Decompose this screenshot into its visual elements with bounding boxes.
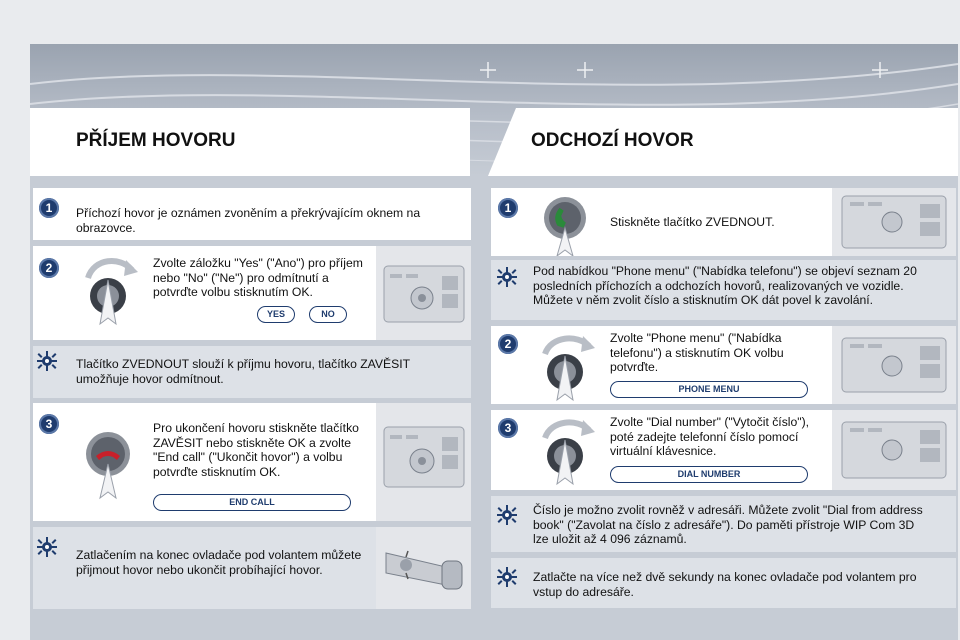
step-badge: 2 <box>498 334 518 354</box>
left-step1-text: Příchozí hovor je oznámen zvoněním a překrývajícím oknem na obrazovce. <box>76 206 421 235</box>
hangup-phone-icon <box>80 420 140 505</box>
right-step3-text: Zvolte "Dial number" ("Vytočit číslo"), poté zadejte telefonní číslo pomocí virtuální klávesnice. <box>610 415 810 458</box>
right-tip2-text: Číslo je možno zvolit rovněž v adresáři. Můžete zvolit "Dial from address book" ("Zavolat na číslo z adresáře"). Do paměti přístroje WIP Com 3D lze uložit až 4 096 záznamů. <box>533 503 923 546</box>
radio-unit-icon <box>832 326 956 404</box>
knob-icon <box>80 250 140 335</box>
right-step2-text: Zvolte "Phone menu" ("Nabídka telefonu") a stisknutím OK volbu potvrďte. <box>610 331 784 374</box>
step-badge: 2 <box>39 258 59 278</box>
radio-unit-icon <box>376 246 471 340</box>
phone-menu-button[interactable]: PHONE MENU <box>610 381 808 398</box>
radio-unit-icon <box>376 403 471 521</box>
knob-icon <box>537 330 597 407</box>
gear-icon <box>36 536 58 558</box>
radio-unit-icon <box>832 188 956 256</box>
step-badge: 1 <box>39 198 59 218</box>
knob-icon <box>537 414 597 491</box>
left-step3-text: Pro ukončení hovoru stiskněte tlačítko ZAVĚSIT nebo stiskněte OK a zvolte "End call" ("Ukončit hovor") a volbu potvrďte stisknutím OK. <box>153 421 359 479</box>
right-page-title: ODCHOZÍ HOVOR <box>531 130 694 151</box>
steering-stalk-icon <box>376 527 471 609</box>
yes-button[interactable]: YES <box>257 306 295 323</box>
gear-icon <box>496 566 518 588</box>
gear-icon <box>496 266 518 288</box>
left-tip2-text: Zatlačením na konec ovladače pod volantem můžete přijmout hovor nebo ukončit probíhající hovor. <box>76 548 362 577</box>
right-tip1-text: Pod nabídkou "Phone menu" ("Nabídka telefonu") se objeví seznam 20 posledních příchozích a odchozích hovorů, realizovaných ve vozidle. Můžete v něm zvolit číslo a stisknutím OK dát povel k zavolání. <box>533 264 917 307</box>
left-page-title: PŘÍJEM HOVORU <box>76 130 236 151</box>
left-tip1-text: Tlačítko ZVEDNOUT slouží k příjmu hovoru, tlačítko ZAVĚSIT umožňuje hovor odmítnout. <box>76 357 410 386</box>
no-button[interactable]: NO <box>309 306 347 323</box>
gear-icon <box>36 350 58 372</box>
dial-number-button[interactable]: DIAL NUMBER <box>610 466 808 483</box>
pickup-phone-icon <box>537 194 597 261</box>
right-step1-text: Stiskněte tlačítko ZVEDNOUT. <box>610 215 775 229</box>
right-tip3-text: Zatlačte na více než dvě sekundy na konec ovladače pod volantem pro vstup do adresáře. <box>533 570 917 599</box>
gear-icon <box>496 504 518 526</box>
left-step2-text: Zvolte záložku "Yes" ("Ano") pro příjem nebo "No" ("Ne") pro odmítnutí a potvrďte volbu stisknutím OK. <box>153 256 363 299</box>
step-badge: 3 <box>498 418 518 438</box>
radio-unit-icon <box>832 410 956 490</box>
end-call-button[interactable]: END CALL <box>153 494 351 511</box>
step-badge: 1 <box>498 198 518 218</box>
step-badge: 3 <box>39 414 59 434</box>
